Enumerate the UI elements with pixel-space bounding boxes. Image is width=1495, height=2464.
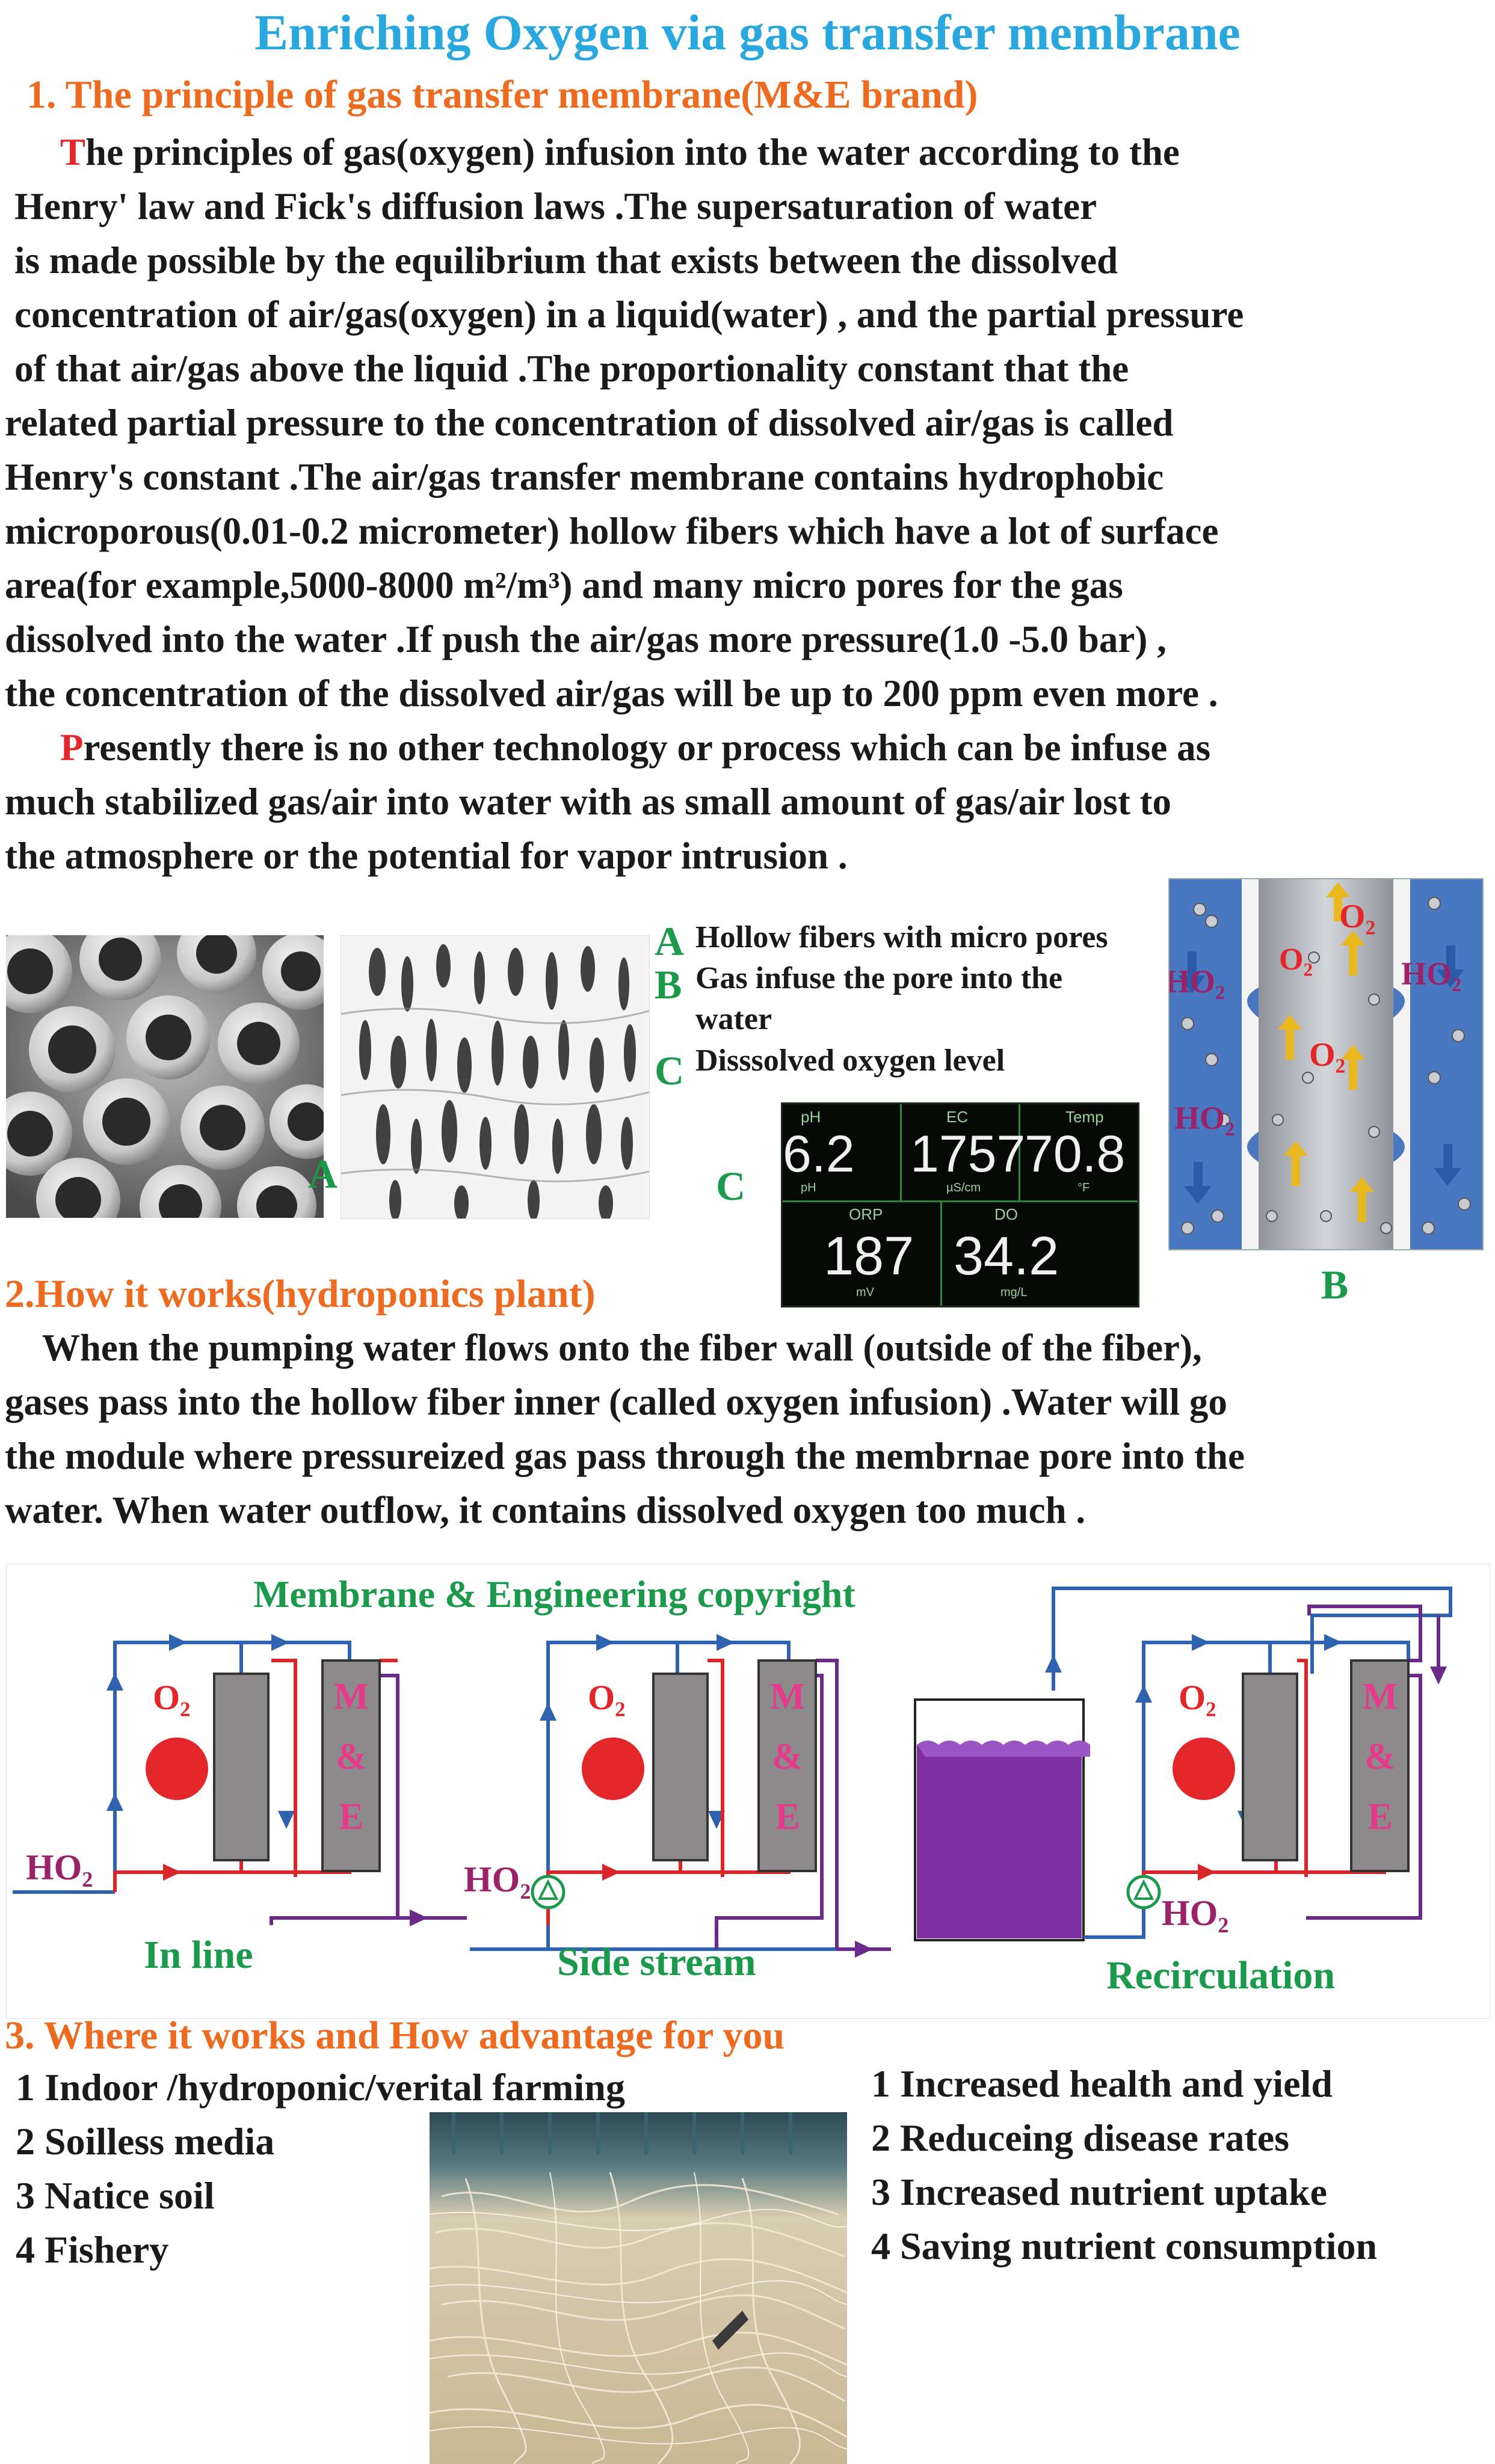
figure-label-b: B (1321, 1262, 1349, 1307)
legend-text-a: Hollow fibers with micro pores (695, 920, 1108, 954)
plant-roots-photo (430, 2112, 847, 2464)
caption-sidestream: Side stream (557, 1940, 756, 1984)
caption-inline: In line (144, 1933, 253, 1977)
ph-label: pH (801, 1108, 821, 1126)
text-line: microporous(0.01-0.2 micrometer) hollow fibers which have a lot of surface (5, 510, 1219, 552)
temp-unit: °F (1077, 1181, 1090, 1194)
text-line: Henry' law and Fick's diffusion laws .The supersaturation of water (14, 185, 1097, 227)
membrane-pores-photo (341, 935, 650, 1219)
diagram-b-ho2-label: HO₂ (1401, 956, 1462, 992)
figure-label-a: A (308, 1151, 338, 1197)
me-letter: E (775, 1796, 800, 1837)
me-letter: & (1364, 1736, 1396, 1777)
legend-key-b: B (655, 962, 682, 1007)
list-item: 1 Indoor /hydroponic/verital farming (16, 2066, 625, 2109)
legend-key-a: A (655, 918, 685, 964)
advantage-list (871, 2057, 1377, 2273)
text-line: dissolved into the water .If push the air/gas more pressure(1.0 -5.0 bar) , (5, 618, 1167, 660)
me-letter: M (333, 1676, 369, 1717)
ec-value: 1757 (910, 1125, 1026, 1183)
list-item: 2 Soilless media (16, 2120, 275, 2163)
do-value: 34.2 (954, 1226, 1059, 1286)
text-line: Henry's constant .The air/gas transfer membrane contains hydrophobic (5, 456, 1164, 498)
dissolved-oxygen-meter (781, 1102, 1139, 1307)
list-item: 3 Natice soil (16, 2174, 215, 2217)
text-line: the module where pressureized gas pass through the membrnae pore into the (5, 1435, 1245, 1477)
system-schematic (6, 1564, 1490, 2019)
legend-text-b: Gas infuse the pore into the (695, 961, 1063, 995)
ph-unit: pH (801, 1181, 816, 1194)
me-letter: M (1362, 1676, 1398, 1717)
hollow-fiber-tubes-image (6, 935, 324, 1218)
text-line: area(for example,5000-8000 m²/m³) and many micro pores for the gas (5, 564, 1123, 606)
figure-label-c: C (716, 1163, 746, 1209)
recirculation-me-letters (1353, 1667, 1407, 1847)
list-item: 3 Increased nutrient uptake (871, 2171, 1327, 2213)
do-unit: mg/L (1000, 1286, 1028, 1299)
inline-me-letters (324, 1667, 378, 1847)
text-line: related partial pressure to the concentration of dissolved air/gas is called (5, 402, 1174, 444)
me-letter: E (1367, 1796, 1393, 1837)
inline-ho2-label: HO₂ (26, 1848, 93, 1887)
me-letter: M (769, 1676, 806, 1717)
page-title: Enriching Oxygen via gas transfer membrane (254, 5, 1241, 61)
recirculation-ho2-label: HO₂ (1162, 1893, 1229, 1933)
text-line: Presently there is no other technology or process which can be infuse as (60, 727, 1211, 769)
legend-text-b2: water (695, 1002, 772, 1036)
diagram-b-o2-label: O₂ (1279, 942, 1313, 977)
sidestream-config (470, 1634, 891, 1958)
caption-recirculation: Recirculation (1106, 1953, 1336, 1997)
sidestream-me-letters (760, 1667, 815, 1847)
diagram-b-ho2-label: HO₂ (1174, 1100, 1235, 1136)
diagram-b-o2-label: O₂ (1339, 898, 1376, 935)
copyright-note: Membrane & Engineering copyright (253, 1573, 855, 1615)
temp-label: Temp (1065, 1108, 1104, 1126)
temp-value: 70.8 (1025, 1125, 1126, 1183)
gas-infusion-diagram (1168, 878, 1484, 1250)
section1-paragraph2 (0, 720, 1210, 883)
text-line: of that air/gas above the liquid .The proportionality constant that the (14, 348, 1129, 390)
do-label: DO (994, 1205, 1018, 1223)
diagram-b-ho2-label: HO₂ (1170, 963, 1225, 1000)
diagram-b-o2-label: O₂ (1309, 1036, 1346, 1074)
text-line: When the pumping water flows onto the fiber wall (outside of the fiber), (5, 1327, 1202, 1369)
text-line: the atmosphere or the potential for vapor intrusion . (5, 835, 848, 877)
text-line: much stabilized gas/air into water with as small amount of gas/air lost to (5, 781, 1172, 823)
text-line: the concentration of the dissolved air/gas will be up to 200 ppm even more . (5, 672, 1218, 714)
text-line: concentration of air/gas(oxygen) in a liquid(water) , and the partial pressure (14, 293, 1244, 336)
sidestream-ho2-label: HO₂ (464, 1860, 531, 1899)
section2-paragraph (5, 1321, 1245, 1537)
me-letter: & (772, 1736, 803, 1777)
legend-key-c: C (655, 1048, 685, 1093)
ph-value: 6.2 (783, 1125, 855, 1183)
inline-o2-label: O₂ (153, 1678, 191, 1717)
orp-value: 187 (824, 1226, 914, 1286)
section3-heading: 3. Where it works and How advantage for you (5, 2014, 785, 2057)
text-line: The principles of gas(oxygen) infusion into the water according to the (60, 131, 1180, 173)
section2-heading: 2.How it works(hydroponics plant) (5, 1272, 596, 1316)
legend-text-c: Disssolved oxygen level (695, 1043, 1005, 1078)
me-letter: E (339, 1796, 364, 1837)
orp-unit: mV (856, 1286, 874, 1299)
list-item: 4 Fishery (16, 2228, 169, 2271)
section1-heading: 1. The principle of gas transfer membrane(M&E brand) (26, 73, 978, 117)
plant-roots-image (430, 2112, 847, 2464)
section1-paragraph1 (0, 125, 1244, 720)
orp-label: ORP (849, 1205, 883, 1223)
text-line: is made possible by the equilibrium that exists between the dissolved (14, 239, 1118, 281)
sidestream-o2-label: O₂ (588, 1678, 626, 1717)
text-line: gases pass into the hollow fiber inner (called oxygen infusion) .Water will go (5, 1381, 1227, 1423)
gas-infusion-diagram-svg (1170, 879, 1482, 1249)
list-item: 4 Saving nutrient consumption (871, 2225, 1378, 2267)
text-line: water. When water outflow, it contains dissolved oxygen too much . (5, 1489, 1086, 1531)
list-item: 1 Increased health and yield (871, 2062, 1333, 2105)
me-letter: & (336, 1736, 367, 1777)
recirculation-o2-label: O₂ (1179, 1678, 1216, 1717)
ec-label: EC (946, 1108, 969, 1126)
hollow-fiber-tubes-photo (6, 935, 324, 1218)
list-item: 2 Reduceing disease rates (871, 2116, 1290, 2159)
membrane-pores-image (341, 936, 649, 1218)
ec-unit: µS/cm (946, 1181, 981, 1194)
